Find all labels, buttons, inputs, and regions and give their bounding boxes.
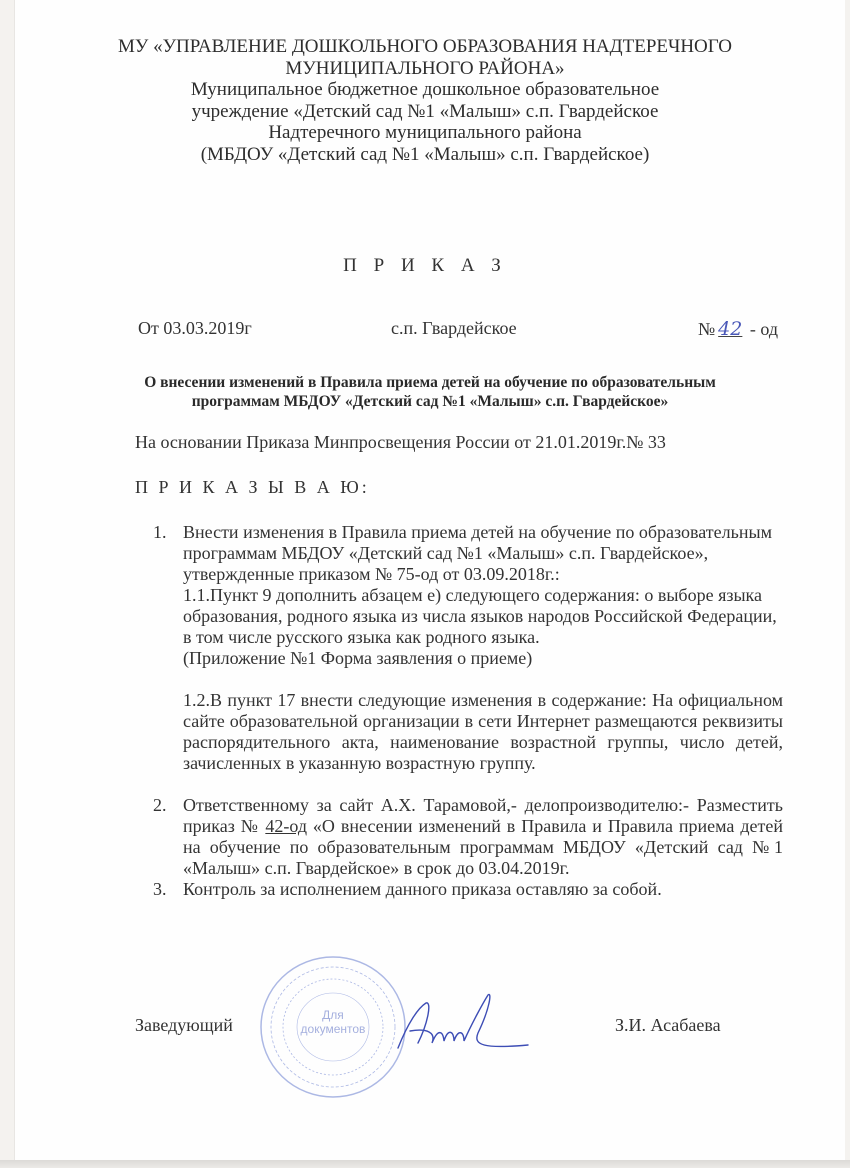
order-date: От 03.03.2019г: [138, 318, 252, 338]
item-text-part: Ответственному за сайт А.Х. Тарамовой,- делопроизводителю:- Разместить приказ №: [183, 795, 783, 836]
order-directive-heading: П Р И К А З Ы В А Ю:: [135, 477, 370, 497]
letterhead: [0, 36, 850, 165]
item-number: 3.: [153, 879, 167, 899]
number-suffix: - од: [745, 319, 778, 339]
subject-line: программам МБДОУ «Детский сад №1 «Малыш» с.п. Гвардейское»: [191, 393, 669, 410]
signer-position: Заведующий: [135, 1015, 233, 1035]
item-text: [183, 795, 783, 879]
letterhead-line: МУ «УПРАВЛЕНИЕ ДОШКОЛЬНОГО ОБРАЗОВАНИЯ НАДТЕРЕЧНОГО: [117, 36, 733, 57]
order-item-1: [153, 522, 783, 774]
sub-item-1-2: 1.2.В пункт 17 внести следующие изменения в содержание: На официальном сайте образовательной организации в сети Интернет размещаются реквизиты распорядительного акта, наименование возрастной группы, число детей, зачисленных в указанную возрастную группу.: [183, 690, 783, 773]
letterhead-line: учреждение «Детский сад №1 «Малыш» с.п. Гвардейское: [191, 100, 659, 122]
order-item-3: [153, 879, 783, 900]
letterhead-line: Надтеречного муниципального района: [268, 122, 582, 143]
order-meta: [138, 318, 778, 342]
item-text: Внести изменения в Правила приема детей на обучение по образовательным программам МБДОУ «Детский сад №1 «Малыш» с.п. Гвардейское», утвержденные приказом № 75-од от 03.09.2018г.:: [183, 522, 772, 584]
item-text: Контроль за исполнением данного приказа оставляю за собой.: [183, 879, 662, 899]
order-subject: [110, 373, 750, 411]
order-number: [698, 318, 778, 340]
letterhead-line: (МБДОУ «Детский сад №1 «Малыш» с.п. Гвардейское): [200, 143, 650, 165]
order-item-2: [153, 795, 783, 879]
page-bottom-edge: [0, 1160, 850, 1168]
signature-block: [135, 1015, 735, 1045]
number-sign: №: [697, 319, 716, 339]
item-text-part: «О внесении изменений в Правила и Правила приема детей на обучение по образовательным программам МБДОУ «Детский сад №1 «Малыш» с.п. Гвардейское» в срок до 03.04.2019г.: [183, 816, 783, 878]
stamp-text: документов: [300, 1022, 366, 1036]
sub-item-1-1-note: (Приложение №1 Форма заявления о приеме): [183, 648, 533, 668]
subject-line: О внесении изменений в Правила приема детей на обучение по образовательным: [144, 374, 716, 391]
handwritten-number: 42: [718, 318, 743, 340]
item-number: 2.: [153, 795, 167, 815]
signer-name: З.И. Асабаева: [615, 1015, 721, 1035]
letterhead-line: Муниципальное бюджетное дошкольное образовательное: [190, 79, 660, 100]
order-items: [153, 522, 783, 900]
item-number: 1.: [153, 522, 167, 542]
document-title: П Р И К А З: [343, 255, 507, 276]
sub-item-1-1: 1.1.Пункт 9 дополнить абзацем е) следующего содержания: о выборе языка образования, родного языка из числа языков народов Российской Федерации, в том числе русского языка как родного языка.: [183, 585, 777, 647]
order-place: с.п. Гвардейское: [391, 318, 517, 338]
stamp-text: Для: [322, 1008, 344, 1022]
order-number-reference: 42-од: [265, 816, 307, 836]
order-basis: На основании Приказа Минпросвещения России от 21.01.2019г.№ 33: [135, 432, 666, 452]
letterhead-line: МУНИЦИПАЛЬНОГО РАЙОНА»: [285, 57, 565, 79]
